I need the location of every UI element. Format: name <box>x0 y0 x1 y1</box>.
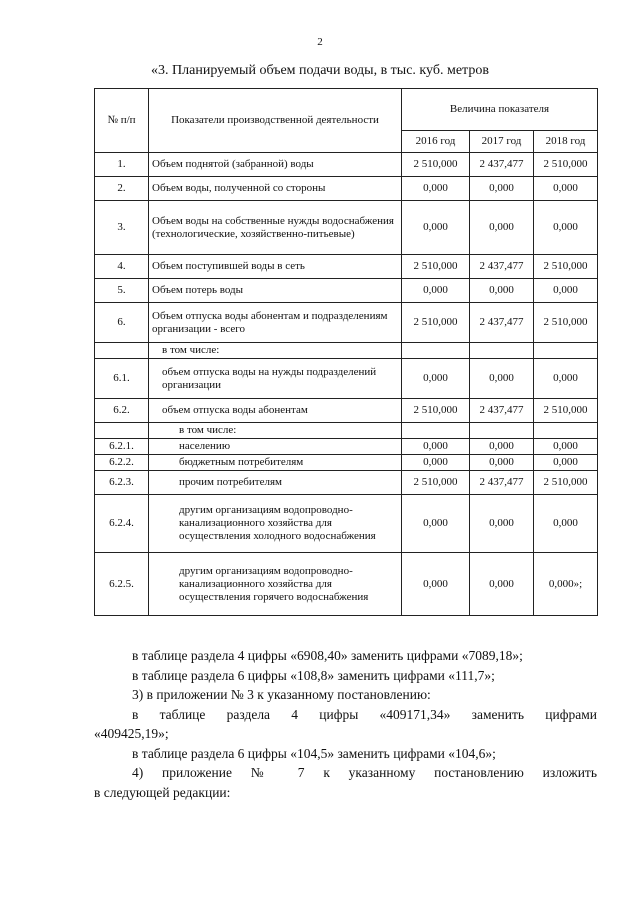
paragraph: в таблице раздела 4 цифры «6908,40» заменить цифрами «7089,18»; <box>132 648 523 663</box>
value-2016: 2 510,000 <box>402 399 470 423</box>
row-name: другим организациям водопроводно-канализационного хозяйства для осуществления холодного водоснабжения <box>149 495 402 553</box>
row-number: 5. <box>95 279 149 303</box>
value-2018: 2 510,000 <box>534 399 598 423</box>
table-row <box>95 279 598 303</box>
row-number: 6.2. <box>95 399 149 423</box>
value-2018 <box>534 423 598 439</box>
value-2018: 0,000 <box>534 439 598 455</box>
water-supply-table <box>94 88 598 616</box>
page-number: 2 <box>317 36 323 48</box>
header-year-2018: 2018 год <box>534 131 598 153</box>
value-2017: 0,000 <box>470 455 534 471</box>
value-2017: 2 437,477 <box>470 471 534 495</box>
value-2018: 2 510,000 <box>534 153 598 177</box>
value-2016: 0,000 <box>402 279 470 303</box>
table-row <box>95 359 598 399</box>
row-number <box>95 343 149 359</box>
value-2016: 0,000 <box>402 201 470 255</box>
row-name: Объем воды на собственные нужды водоснабжения (технологические, хозяйственно-питьевые) <box>149 201 402 255</box>
value-2017: 0,000 <box>470 201 534 255</box>
table-row <box>95 495 598 553</box>
row-name: другим организациям водопроводно-канализационного хозяйства для осуществления горячего водоснабжения <box>149 553 402 616</box>
value-2016: 0,000 <box>402 177 470 201</box>
value-2017: 0,000 <box>470 553 534 616</box>
value-2017 <box>470 343 534 359</box>
row-number: 6.2.2. <box>95 455 149 471</box>
value-2016: 0,000 <box>402 359 470 399</box>
header-indicators: Показатели производственной деятельности <box>149 89 402 153</box>
value-2017: 2 437,477 <box>470 255 534 279</box>
header-num: № п/п <box>95 89 149 153</box>
value-2017: 2 437,477 <box>470 303 534 343</box>
row-name: бюджетным потребителям <box>149 455 402 471</box>
paragraph: в таблице раздела 6 цифры «108,8» заменить цифрами «111,7»; <box>132 667 495 683</box>
value-2018: 2 510,000 <box>534 255 598 279</box>
value-2017: 0,000 <box>470 495 534 553</box>
row-name: населению <box>149 439 402 455</box>
row-number <box>95 423 149 439</box>
table-title: «3. Планируемый объем подачи воды, в тыс. куб. метров <box>151 63 489 78</box>
row-number: 1. <box>95 153 149 177</box>
table-row <box>95 303 598 343</box>
paragraph: 4) приложение № 7 к указанному постановлению изложить <box>132 765 597 780</box>
row-number: 6.2.3. <box>95 471 149 495</box>
table-row <box>95 255 598 279</box>
value-2017: 2 437,477 <box>470 399 534 423</box>
value-2017: 0,000 <box>470 177 534 201</box>
value-2017: 2 437,477 <box>470 153 534 177</box>
paragraph: в таблице раздела 6 цифры «104,5» заменить цифрами «104,6»; <box>132 745 496 761</box>
row-number: 6.2.1. <box>95 439 149 455</box>
value-2016: 0,000 <box>402 495 470 553</box>
row-number: 6.1. <box>95 359 149 399</box>
value-2017: 0,000 <box>470 359 534 399</box>
value-2018: 0,000 <box>534 279 598 303</box>
table-row <box>95 471 598 495</box>
row-name: прочим потребителям <box>149 471 402 495</box>
header-year-2016: 2016 год <box>402 131 470 153</box>
table-row <box>95 439 598 455</box>
row-name: Объем поднятой (забранной) воды <box>149 153 402 177</box>
table-row <box>95 343 598 359</box>
paragraph: «409425,19»; <box>94 726 169 741</box>
paragraph: в таблице раздела 4 цифры «409171,34» заменить цифрами <box>132 706 597 722</box>
row-number: 2. <box>95 177 149 201</box>
row-name: Объем потерь воды <box>149 279 402 303</box>
table-row <box>95 153 598 177</box>
value-2016: 2 510,000 <box>402 255 470 279</box>
value-2016 <box>402 343 470 359</box>
row-name: Объем поступившей воды в сеть <box>149 255 402 279</box>
value-2017: 0,000 <box>470 439 534 455</box>
value-2018: 2 510,000 <box>534 471 598 495</box>
value-2016: 2 510,000 <box>402 153 470 177</box>
row-name: в том числе: <box>149 343 402 359</box>
value-2016 <box>402 423 470 439</box>
value-2016: 2 510,000 <box>402 471 470 495</box>
table-row <box>95 455 598 471</box>
paragraph: 3) в приложении № 3 к указанному постановлению: <box>132 687 431 702</box>
row-number: 3. <box>95 201 149 255</box>
paragraph: в следующей редакции: <box>94 784 231 800</box>
value-2018: 0,000»; <box>534 553 598 616</box>
value-2018: 0,000 <box>534 455 598 471</box>
table-row <box>95 399 598 423</box>
row-number: 6. <box>95 303 149 343</box>
row-name: в том числе: <box>149 423 402 439</box>
value-2018: 0,000 <box>534 201 598 255</box>
value-2016: 0,000 <box>402 553 470 616</box>
value-2018: 0,000 <box>534 359 598 399</box>
row-number: 6.2.5. <box>95 553 149 616</box>
row-name: объем отпуска воды абонентам <box>149 399 402 423</box>
value-2016: 0,000 <box>402 455 470 471</box>
value-2016: 2 510,000 <box>402 303 470 343</box>
value-2017 <box>470 423 534 439</box>
value-2018: 0,000 <box>534 177 598 201</box>
value-2016: 0,000 <box>402 439 470 455</box>
body-text <box>94 646 597 802</box>
table-row <box>95 423 598 439</box>
table-row <box>95 553 598 616</box>
table-row <box>95 177 598 201</box>
row-name: объем отпуска воды на нужды подразделений организации <box>149 359 402 399</box>
row-number: 6.2.4. <box>95 495 149 553</box>
value-2018 <box>534 343 598 359</box>
row-number: 4. <box>95 255 149 279</box>
row-name: Объем воды, полученной со стороны <box>149 177 402 201</box>
header-year-2017: 2017 год <box>470 131 534 153</box>
header-value: Величина показателя <box>402 89 598 131</box>
value-2018: 0,000 <box>534 495 598 553</box>
row-name: Объем отпуска воды абонентам и подразделениям организации - всего <box>149 303 402 343</box>
table-row <box>95 201 598 255</box>
value-2017: 0,000 <box>470 279 534 303</box>
value-2018: 2 510,000 <box>534 303 598 343</box>
